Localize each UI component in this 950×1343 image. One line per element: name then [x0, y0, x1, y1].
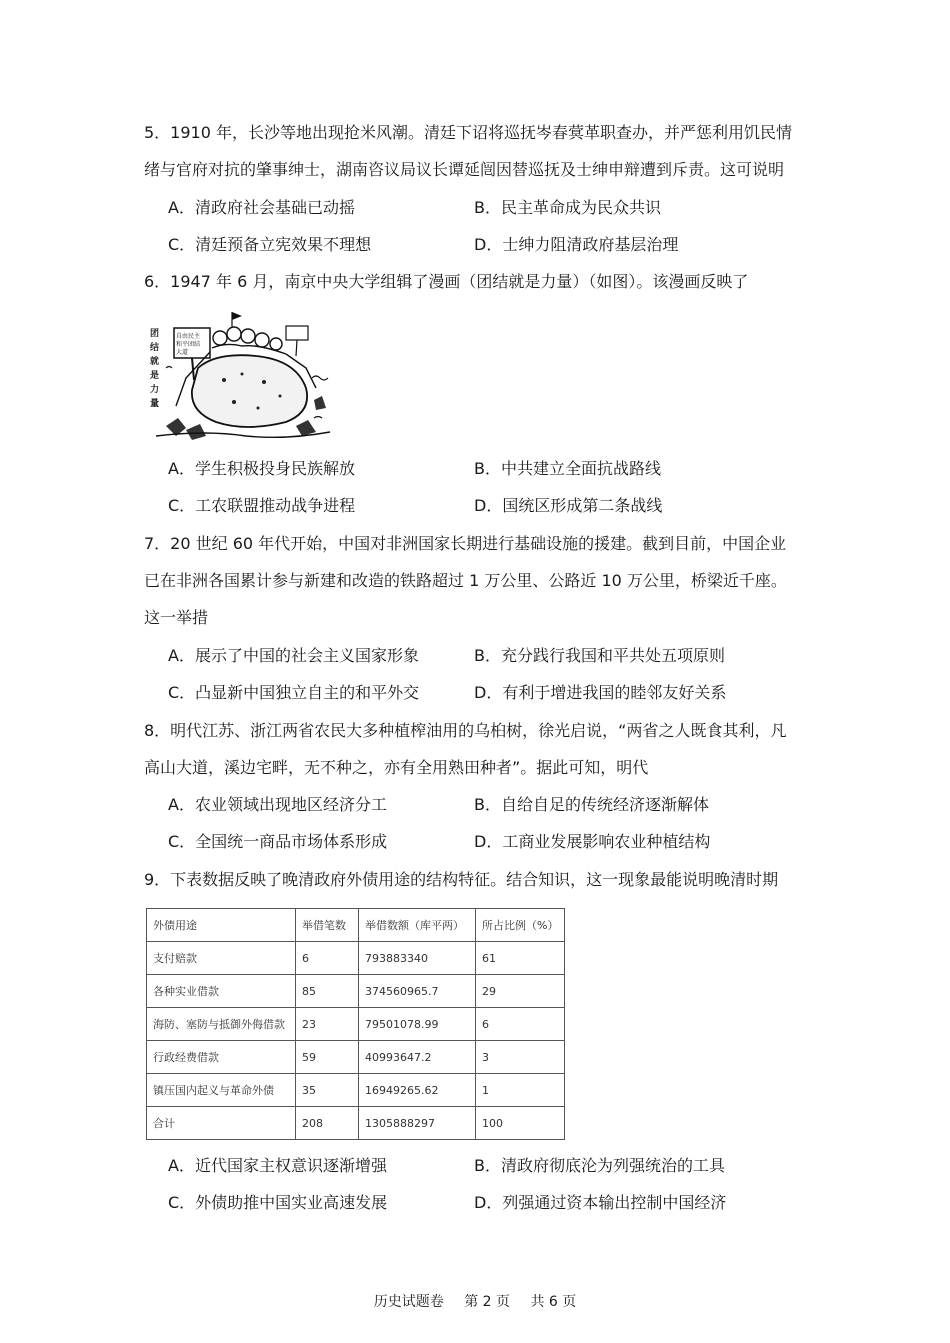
table-row: [147, 1008, 565, 1041]
table-row: [147, 975, 565, 1008]
table-cell: 59: [296, 1041, 359, 1074]
q8-option-a: A．农业领域出现地区经济分工: [168, 795, 387, 814]
q5-option-c: C．清廷预备立宪效果不理想: [168, 235, 372, 254]
table-cell: 行政经费借款: [147, 1041, 296, 1074]
table-cell: 35: [296, 1074, 359, 1107]
q7-option-a: A．展示了中国的社会主义国家形象: [168, 646, 419, 665]
table-row: [147, 1107, 565, 1140]
cartoon-banner-char: 力: [150, 385, 160, 395]
cartoon-banner-char: 团: [150, 329, 160, 339]
q9-option-a: A．近代国家主权意识逐渐增强: [168, 1156, 387, 1175]
q7-option-b: B．充分践行我国和平共处五项原则: [474, 646, 725, 665]
cartoon-banner-char: 是: [150, 371, 160, 381]
table-row: [147, 1074, 565, 1107]
table-cell: 23: [296, 1008, 359, 1041]
table-cell: 85: [296, 975, 359, 1008]
table-cell: 374560965.7: [359, 975, 476, 1008]
q5-stem-line-2: 绪与官府对抗的肇事绅士，湖南咨议局议长谭延闿因替巡抚及士绅申辩遭到斥责。这可说明: [144, 160, 785, 179]
q7-stem-line-2: 已在非洲各国累计参与新建和改造的铁路超过 1 万公里、公路近 10 万公里，桥梁近千座。: [144, 571, 787, 590]
q5-option-b: B．民主革命成为民众共识: [474, 198, 661, 217]
q9-option-d: D．列强通过资本输出控制中国经济: [474, 1193, 727, 1212]
table-row: [147, 942, 565, 975]
q5-option-a: A．清政府社会基础已动摇: [168, 198, 355, 217]
table-header-cell: 举借笔数: [296, 909, 359, 942]
unity-cartoon-illustration: [146, 308, 334, 442]
table-cell: 100: [476, 1107, 565, 1140]
q6-option-a: A．学生积极投身民族解放: [168, 459, 355, 478]
svg-text:大道: 大道: [176, 349, 189, 356]
svg-text:自由民主: 自由民主: [176, 333, 201, 340]
q8-stem-line-2: 高山大道，溪边宅畔，无不种之，亦有全用熟田种者”。据此可知，明代: [144, 758, 649, 777]
q6-option-b: B．中共建立全面抗战路线: [474, 459, 661, 478]
q8-option-d: D．工商业发展影响农业种植结构: [474, 832, 711, 851]
table-cell: 79501078.99: [359, 1008, 476, 1041]
foreign-debt-table: [146, 908, 565, 1140]
q9-stem-line-1: 9．下表数据反映了晚清政府外债用途的结构特征。结合知识，这一现象最能说明晚清时期: [144, 870, 779, 889]
page-footer: [0, 1291, 950, 1311]
footer-page-number: 第 2 页: [464, 1294, 510, 1310]
table-cell: 6: [296, 942, 359, 975]
q8-option-b: B．自给自足的传统经济逐渐解体: [474, 795, 709, 814]
footer-subject: 历史试题卷: [373, 1294, 444, 1310]
q6-stem-line-1: 6．1947 年 6 月，南京中央大学组辑了漫画（团结就是力量）（如图）。该漫画反映了: [144, 272, 749, 291]
q8-option-c: C．全国统一商品市场体系形成: [168, 832, 388, 851]
q9-option-c: C．外债助推中国实业高速发展: [168, 1193, 388, 1212]
q7-stem-line-1: 7．20 世纪 60 年代开始，中国对非洲国家长期进行基础设施的援建。截到目前，中国企业: [144, 534, 787, 553]
table-cell: 海防、塞防与抵御外侮借款: [147, 1008, 296, 1041]
table-cell: 16949265.62: [359, 1074, 476, 1107]
table-header-cell: 举借数额（库平两）: [359, 909, 476, 942]
table-cell: 1: [476, 1074, 565, 1107]
cartoon-banner-char: 结: [150, 343, 160, 353]
q5-option-d: D．士绅力阻清政府基层治理: [474, 235, 679, 254]
q6-option-c: C．工农联盟推动战争进程: [168, 496, 356, 515]
table-cell: 6: [476, 1008, 565, 1041]
q8-stem-line-1: 8．明代江苏、浙江两省农民大多种植榨油用的乌桕树，徐光启说，“两省之人既食其利，凡: [144, 721, 787, 740]
cartoon-banner-char: 量: [150, 399, 160, 409]
footer-total-pages: 共 6 页: [530, 1294, 577, 1310]
q7-option-c: C．凸显新中国独立自主的和平外交: [168, 683, 420, 702]
table-cell: 61: [476, 942, 565, 975]
q7-stem-line-3: 这一举措: [144, 608, 209, 627]
svg-text:和平团结: 和平团结: [176, 341, 201, 348]
q5-stem-line-1: 5．1910 年，长沙等地出现抢米风潮。清廷下诏将巡抚岑春蓂革职查办，并严惩利用饥民情: [144, 123, 792, 142]
table-row: [147, 1041, 565, 1074]
table-cell: 支付赔款: [147, 942, 296, 975]
table-cell: 3: [476, 1041, 565, 1074]
cartoon-boulder: [192, 355, 307, 427]
cartoon-banner-char: 就: [150, 357, 160, 367]
q6-option-d: D．国统区形成第二条战线: [474, 496, 663, 515]
table-cell: 1305888297: [359, 1107, 476, 1140]
table-cell: 各种实业借款: [147, 975, 296, 1008]
table-cell: 29: [476, 975, 565, 1008]
q9-option-b: B．清政府彻底沦为列强统治的工具: [474, 1156, 725, 1175]
table-cell: 镇压国内起义与革命外债: [147, 1074, 296, 1107]
table-cell: 793883340: [359, 942, 476, 975]
table-cell: 40993647.2: [359, 1041, 476, 1074]
table-cell: 合计: [147, 1107, 296, 1140]
table-header-cell: 所占比例（%）: [476, 909, 565, 942]
table-header-cell: 外债用途: [147, 909, 296, 942]
table-header-row: [147, 909, 565, 942]
q7-option-d: D．有利于增进我国的睦邻友好关系: [474, 683, 727, 702]
table-cell: 208: [296, 1107, 359, 1140]
